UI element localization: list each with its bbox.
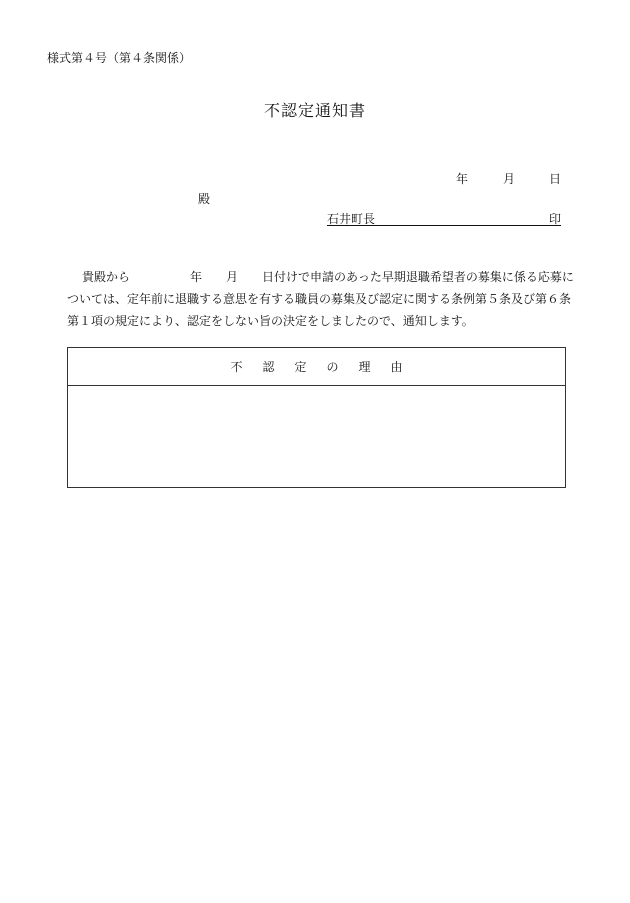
issuer-name: 石井町長 — [327, 212, 376, 226]
issuer-signature-line — [327, 210, 561, 226]
date-month-label: 月 — [503, 172, 516, 186]
document-title: 不認定通知書 — [263, 101, 366, 120]
date-day-label: 日 — [549, 172, 562, 186]
body-line-1-start: 貴殿から — [82, 270, 131, 284]
body-line-2: ついては、定年前に退職する意思を有する職員の募集及び認定に関する条例第５条及び第６条 — [67, 292, 572, 306]
reason-table — [67, 347, 566, 488]
form-number: 様式第４号（第４条関係） — [47, 51, 192, 65]
body-line-3: 第１項の規定により、認定をしない旨の決定をしましたので、通知します。 — [67, 314, 474, 328]
addressee-suffix: 殿 — [198, 192, 211, 206]
body-line-1 — [67, 266, 574, 288]
notice-body — [67, 266, 574, 332]
reason-table-content[interactable] — [68, 386, 565, 487]
body-line-1-year: 年 — [190, 270, 203, 284]
reason-table-header: 不認定の理由 — [68, 348, 565, 386]
body-line-1-rest: 日付けで申請のあった早期退職希望者の募集に係る応募に — [262, 270, 574, 284]
body-line-1-month: 月 — [226, 270, 239, 284]
date-year-label: 年 — [456, 172, 469, 186]
seal-mark: 印 — [548, 212, 561, 226]
